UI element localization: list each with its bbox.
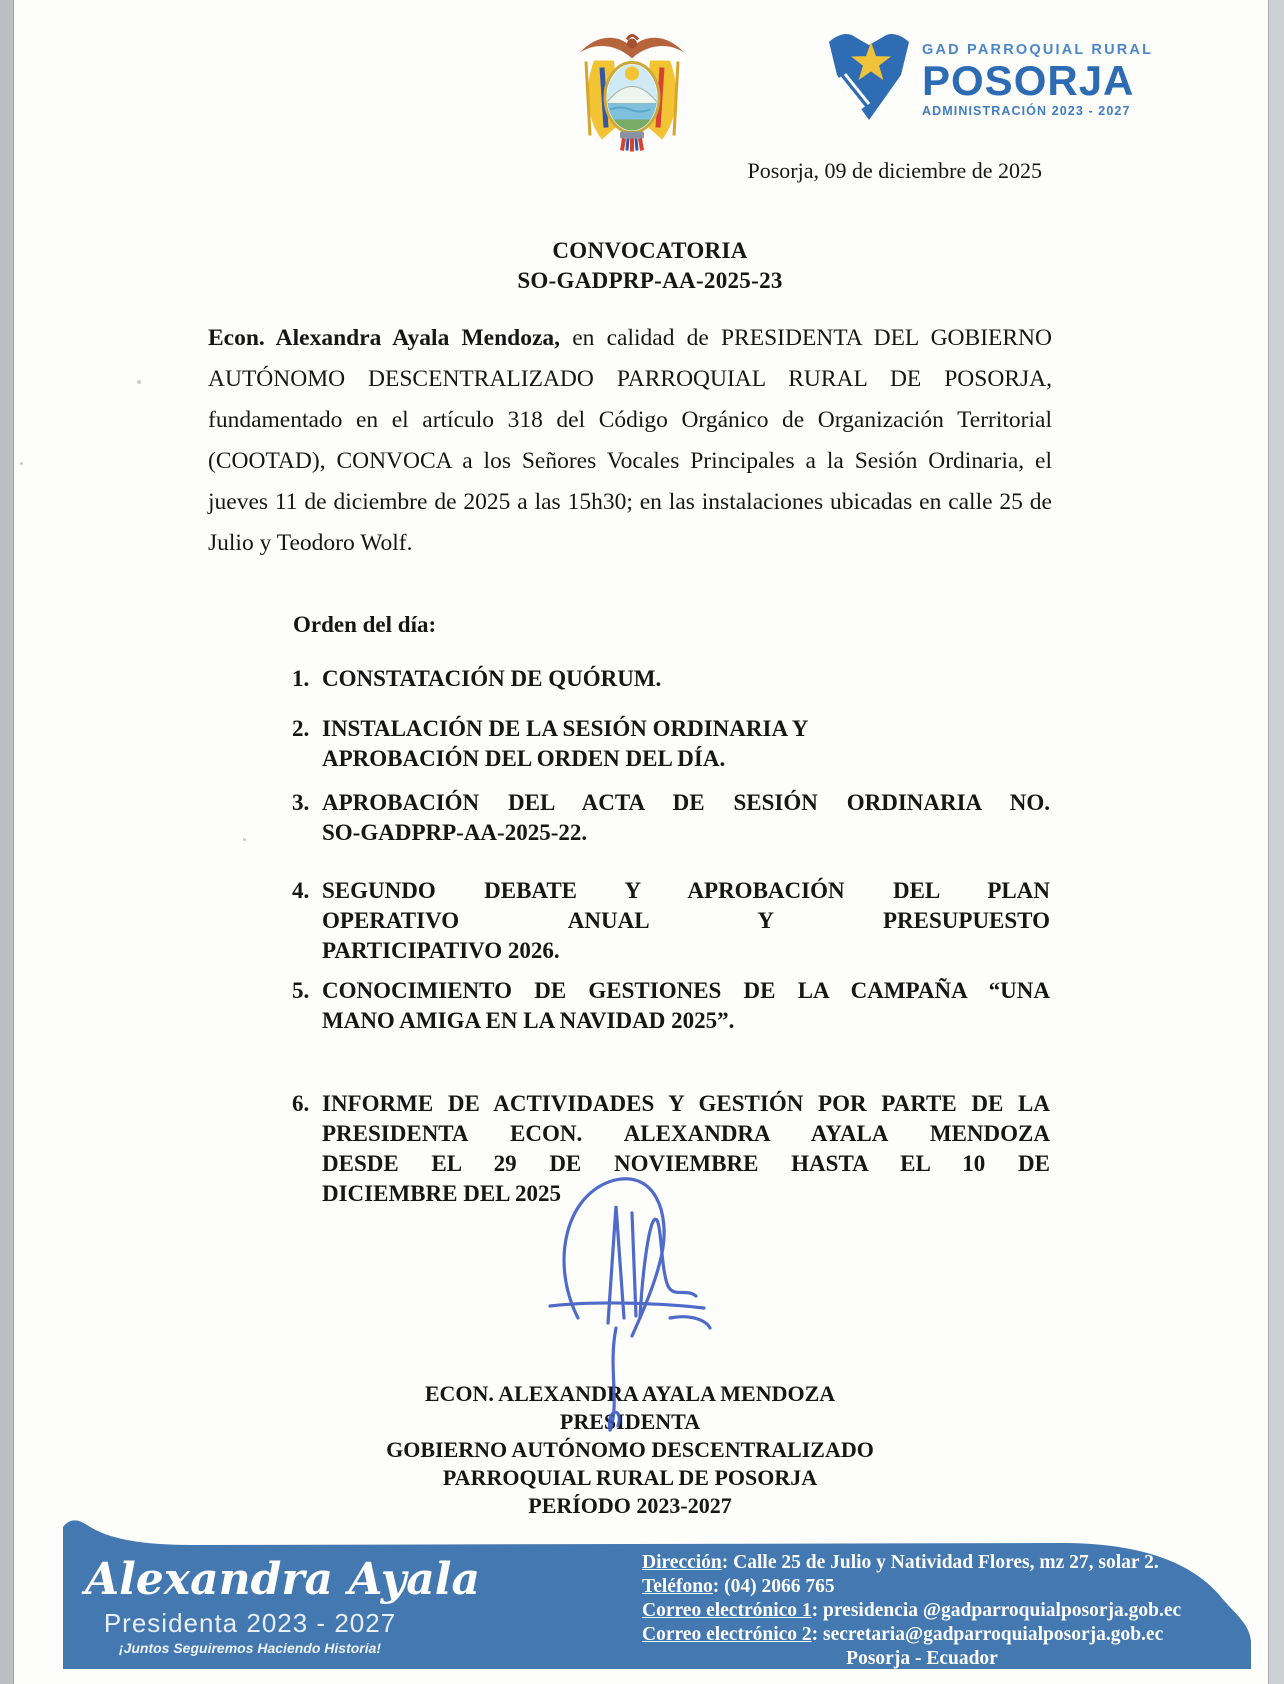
footer-contact-row bbox=[642, 1623, 1202, 1647]
agenda-item-number: 1. bbox=[292, 666, 310, 691]
agenda-item bbox=[292, 714, 1052, 774]
footer-contact-label: Dirección bbox=[642, 1552, 722, 1573]
footer-slogan: ¡Juntos Seguiremos Haciendo Historia! bbox=[118, 1640, 382, 1656]
body-line: (COOTAD), CONVOCA a los Señores Vocales Principales a la Sesión Ordinaria, el bbox=[208, 448, 1052, 474]
footer-contact-label: Correo electrónico 1 bbox=[642, 1600, 812, 1621]
footer-contact-value: : Calle 25 de Julio y Natividad Flores, mz 27, solar 2. bbox=[721, 1552, 1159, 1573]
body-line: Julio y Teodoro Wolf. bbox=[208, 530, 413, 556]
agenda-item-line: SEGUNDO DEBATE Y APROBACIÓN DEL PLAN bbox=[322, 878, 1050, 903]
agenda-item-line: MANO AMIGA EN LA NAVIDAD 2025”. bbox=[322, 1008, 735, 1033]
logo-administration: ADMINISTRACIÓN 2023 - 2027 bbox=[922, 104, 1131, 118]
footer-contact-label: Correo electrónico 2 bbox=[642, 1624, 812, 1645]
footer-left-block bbox=[85, 1552, 481, 1658]
agenda-item-line: INSTALACIÓN DE LA SESIÓN ORDINARIA Y bbox=[322, 716, 809, 741]
body-line: jueves 11 de diciembre de 2025 a las 15h30; en las instalaciones ubicadas en calle 25 de bbox=[208, 489, 1052, 515]
agenda-heading: Orden del día: bbox=[293, 612, 437, 637]
footer-contact-value: : presidencia @gadparroquialposorja.gob.ec bbox=[811, 1600, 1182, 1621]
agenda-item-number: 6. bbox=[292, 1091, 310, 1116]
body-paragraph bbox=[208, 318, 1052, 564]
footer-location: Posorja - Ecuador bbox=[846, 1648, 998, 1669]
footer-contact-block bbox=[642, 1551, 1202, 1671]
agenda-item-number: 2. bbox=[292, 716, 310, 741]
signatory-org-line2: PARROQUIAL RURAL DE POSORJA bbox=[442, 1465, 818, 1490]
agenda-item-line: OPERATIVO ANUAL Y PRESUPUESTO bbox=[322, 908, 1050, 933]
agenda-item-line: APROBACIÓN DEL ACTA DE SESIÓN ORDINARIA NO. bbox=[322, 790, 1050, 815]
agenda-item-number: 5. bbox=[292, 978, 310, 1003]
agenda-item-line: PARTICIPATIVO 2026. bbox=[322, 938, 560, 963]
agenda-item-line: DESDE EL 29 DE NOVIEMBRE HASTA EL 10 DE bbox=[322, 1151, 1050, 1176]
scan-edge-right bbox=[1268, 0, 1284, 1684]
posorja-badge-icon bbox=[825, 30, 913, 122]
document-title bbox=[230, 236, 1070, 296]
scan-artifact bbox=[137, 380, 141, 384]
agenda-list bbox=[292, 664, 1052, 1209]
logo-subtitle: GAD PARROQUIAL RURAL bbox=[922, 42, 1154, 58]
agenda-item-line: INFORME DE ACTIVIDADES Y GESTIÓN POR PARTE DE LA bbox=[322, 1091, 1050, 1116]
agenda-item-number: 3. bbox=[292, 790, 310, 815]
title-line: CONVOCATORIA bbox=[552, 238, 748, 263]
document-date: Posorja, 09 de diciembre de 2025 bbox=[747, 158, 1042, 183]
footer-contact-value: : secretaria@gadparroquialposorja.gob.ec bbox=[811, 1624, 1164, 1645]
agenda-item-line: PRESIDENTA ECON. ALEXANDRA AYALA MENDOZA bbox=[322, 1121, 1050, 1146]
ecuador-coat-of-arms-icon bbox=[572, 26, 692, 154]
agenda-item bbox=[292, 664, 1052, 694]
footer-contact-row bbox=[642, 1599, 1202, 1623]
agenda-item bbox=[292, 976, 1052, 1036]
scan-edge-left bbox=[0, 0, 14, 1684]
agenda-item bbox=[292, 876, 1052, 966]
posorja-logo-wordmark bbox=[922, 42, 1154, 118]
footer-contact-row bbox=[642, 1575, 1202, 1599]
agenda-item bbox=[292, 788, 1052, 848]
logo-name: POSORJA bbox=[922, 57, 1135, 104]
agenda-item-number: 4. bbox=[292, 878, 310, 903]
scan-artifact bbox=[20, 462, 23, 465]
footer-contact-value: : (04) 2066 765 bbox=[712, 1576, 835, 1597]
scan-artifact bbox=[243, 838, 246, 841]
agenda-item-line: CONOCIMIENTO DE GESTIONES DE LA CAMPAÑA “UNA bbox=[322, 978, 1050, 1003]
footer-president-name: Alexandra Ayala bbox=[85, 1554, 481, 1605]
body-line: fundamentado en el artículo 318 del Código Orgánico de Organización Territorial bbox=[208, 407, 1052, 433]
agenda-item-line: SO-GADPRP-AA-2025-22. bbox=[322, 820, 588, 845]
body-line: Econ. Alexandra Ayala Mendoza, en calidad de PRESIDENTA DEL GOBIERNO bbox=[208, 325, 1052, 351]
signatory-role: PRESIDENTA bbox=[559, 1409, 701, 1434]
footer-president-role: Presidenta 2023 - 2027 bbox=[103, 1608, 397, 1638]
body-line: AUTÓNOMO DESCENTRALIZADO PARROQUIAL RURAL DE POSORJA, bbox=[208, 366, 1052, 392]
handwritten-signature-icon bbox=[520, 1168, 720, 1438]
agenda-item-line: CONSTATACIÓN DE QUÓRUM. bbox=[322, 666, 662, 691]
footer-contact-rows bbox=[642, 1551, 1202, 1647]
footer-contact-row bbox=[642, 1551, 1202, 1575]
signatory-period: PERÍODO 2023-2027 bbox=[528, 1493, 732, 1518]
footer-contact-label: Teléfono bbox=[642, 1576, 713, 1597]
signatory-org-line1: GOBIERNO AUTÓNOMO DESCENTRALIZADO bbox=[386, 1437, 874, 1462]
title-code: SO-GADPRP-AA-2025-23 bbox=[517, 268, 783, 293]
agenda-item-line: DICIEMBRE DEL 2025 bbox=[322, 1181, 561, 1206]
signatory-name: ECON. ALEXANDRA AYALA MENDOZA bbox=[424, 1381, 836, 1406]
agenda-item-line: APROBACIÓN DEL ORDEN DEL DÍA. bbox=[322, 746, 726, 771]
